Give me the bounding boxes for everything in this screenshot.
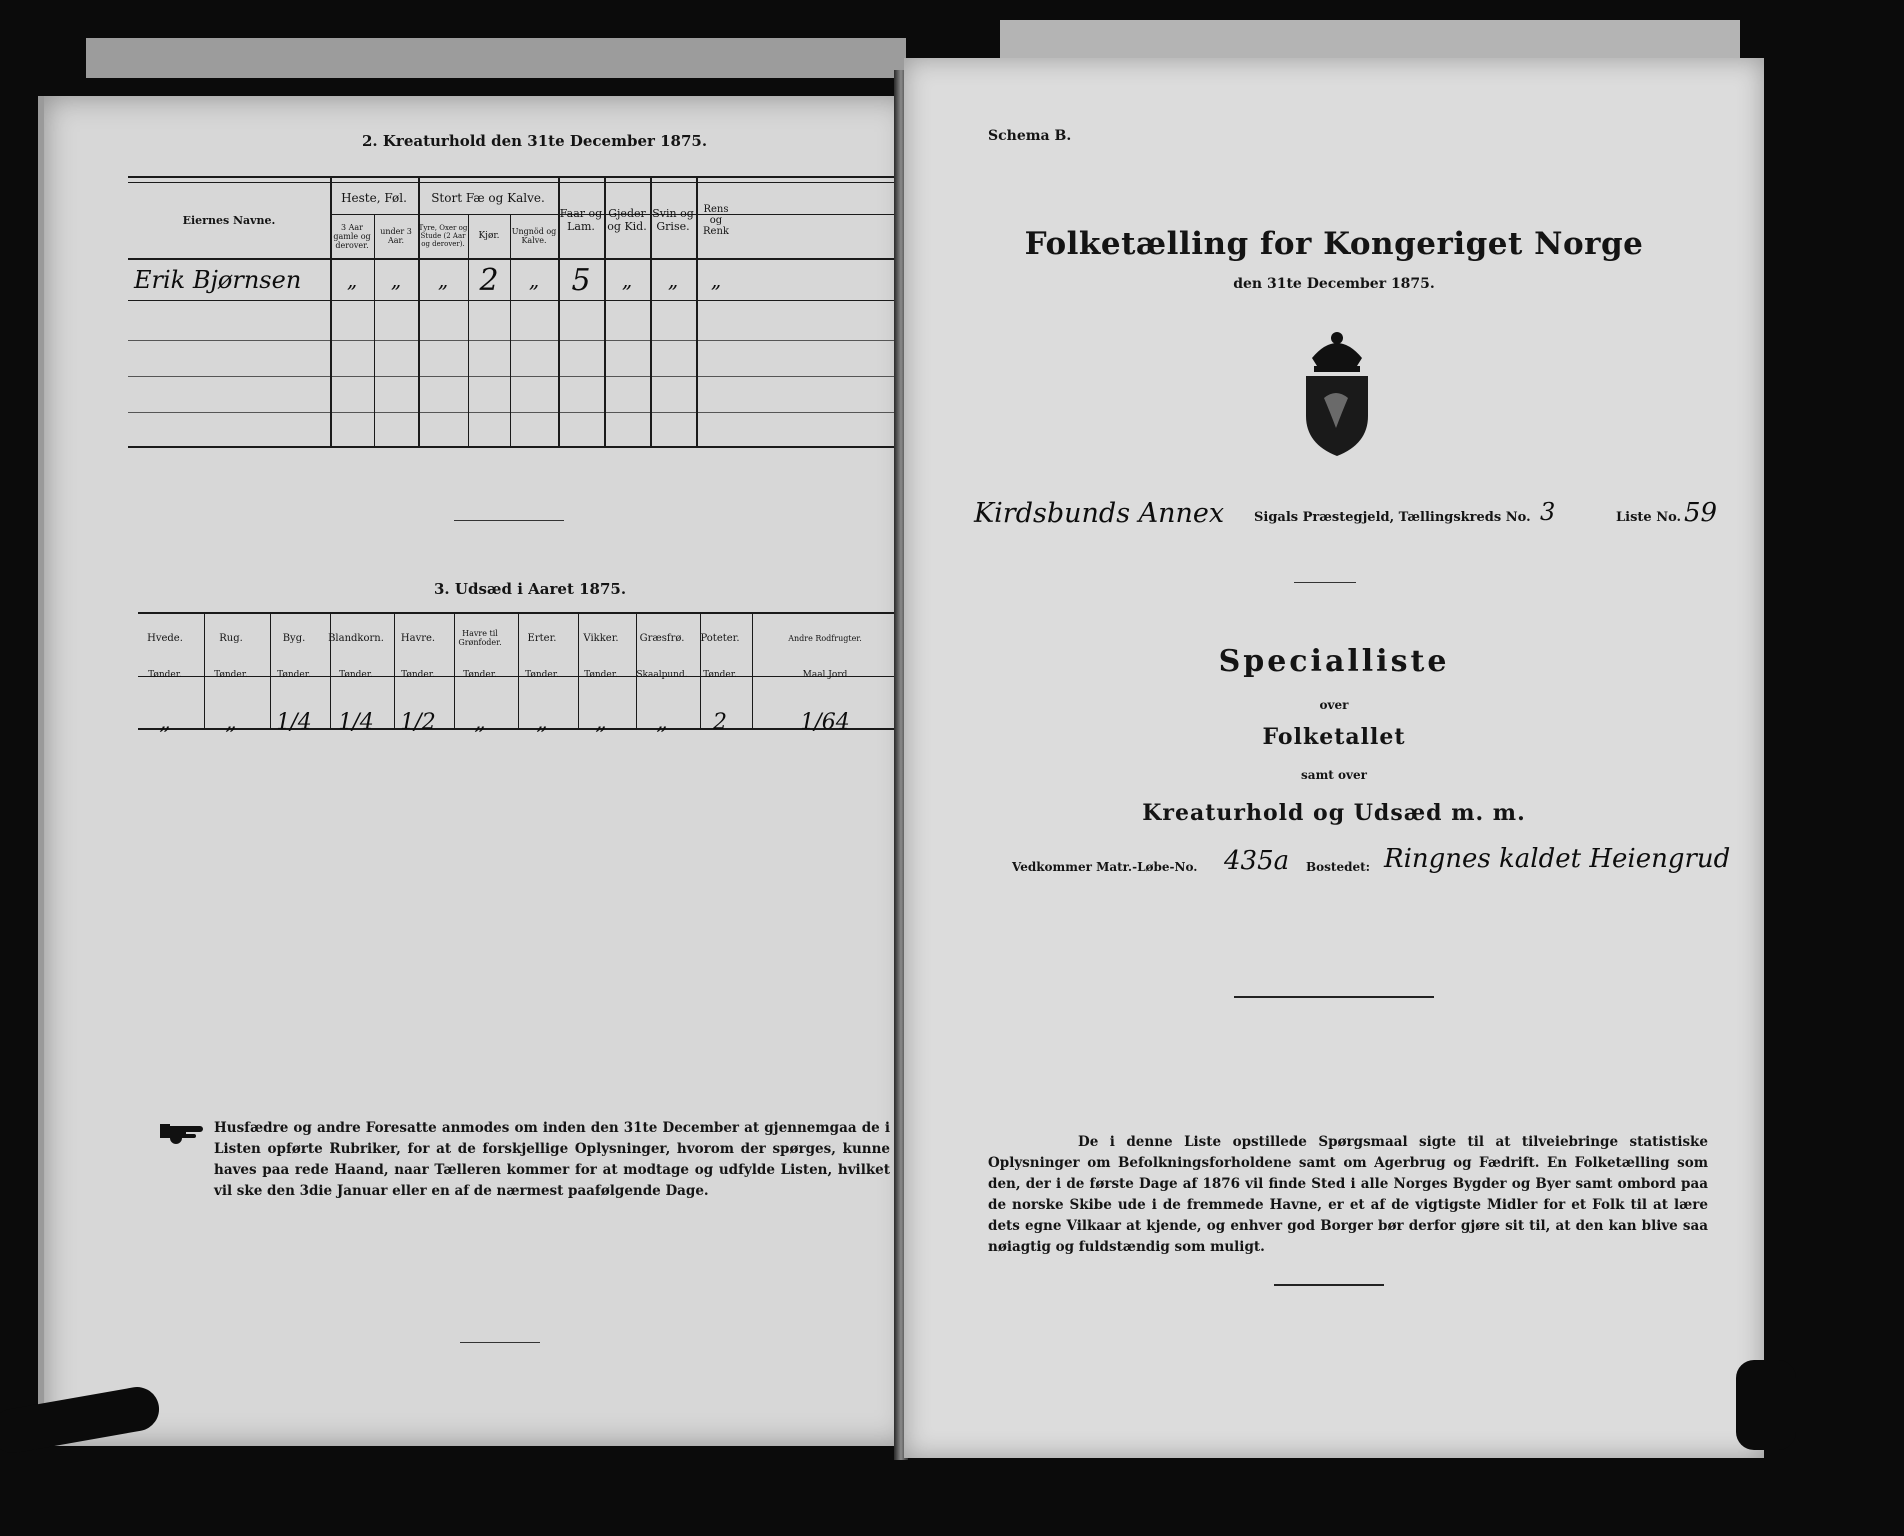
prestegjeld-label: Sigals Præstegjeld, Tællingskreds No.: [1254, 510, 1531, 525]
subheader-kjor: Kjør.: [478, 231, 500, 241]
matr-label: Vedkommer Matr.-Løbe-No.: [1012, 860, 1198, 874]
group-header-cattle: Stort Fæ og Kalve.: [431, 191, 545, 205]
sowing-value: 1/64: [800, 709, 850, 735]
livestock-value: 5: [571, 262, 591, 298]
place-handwriting: Kirdsbunds Annex: [974, 498, 1225, 529]
subheader-tyre: Tyre, Oxer og Stude (2 Aar og derover).: [418, 224, 468, 248]
group-header-goats: Gjeder og Kid.: [607, 207, 647, 233]
sowing-header: Blandkorn.: [328, 632, 384, 644]
sowing-unit: Tønder.: [584, 670, 618, 680]
sowing-unit: Tønder.: [277, 670, 311, 680]
liste-label: Liste No.: [1616, 510, 1682, 525]
sowing-value: 1/4: [276, 709, 312, 735]
sowing-value: „: [474, 709, 486, 735]
samt-over-text: samt over: [1301, 768, 1367, 782]
livestock-value: „: [390, 268, 402, 292]
bostedet-label: Bostedet:: [1306, 860, 1371, 874]
right-page: [904, 58, 1764, 1458]
group-header-reindeer: Rens og Renk: [703, 203, 729, 237]
bottom-rule-left: [460, 1342, 540, 1343]
sowing-header: Byg.: [282, 632, 306, 644]
section2-title: 2. Kreaturhold den 31te December 1875.: [362, 132, 708, 150]
sowing-value: „: [225, 709, 237, 735]
sowing-value: „: [656, 709, 668, 735]
livestock-value: „: [528, 268, 540, 292]
schema-label: Schema B.: [988, 128, 1072, 144]
sowing-unit: Tønder.: [339, 670, 373, 680]
sowing-header: Vikker.: [583, 632, 619, 644]
sowing-header: Græsfrø.: [639, 632, 685, 644]
livestock-value: 2: [479, 262, 499, 298]
coat-of-arms-icon: [1284, 328, 1390, 458]
sowing-value: „: [159, 709, 171, 735]
census-date: den 31te December 1875.: [1233, 276, 1435, 292]
bostedet-value: Ringnes kaldet Heiengrud: [1384, 844, 1731, 874]
livestock-value: „: [710, 268, 722, 292]
notice-text: Husfædre og andre Foresatte anmodes om inden den 31te December at gjennemgaa de i Listen opførte Rubriker, for at de forskjellige Oplysninger, hvorom der spørges, kunne haves paa rede Haand, naar Tælleren kommer for at modtage og udfylde Listen, hvilket vil ske den 3die Januar eller en af de nærmest paafølgende Dage.: [214, 1120, 890, 1199]
group-header-sheep: Faar og Lam.: [559, 207, 603, 233]
sowing-value: 2: [713, 709, 727, 735]
divider-rule: [1234, 996, 1434, 998]
sowing-header: Rug.: [219, 632, 243, 644]
livestock-value: „: [437, 268, 449, 292]
over-text: over: [1319, 698, 1349, 712]
matr-value: 435a: [1224, 846, 1290, 876]
sowing-unit: Tønder.: [463, 670, 497, 680]
sowing-unit: Tønder.: [703, 670, 737, 680]
sowing-value: 1/4: [338, 709, 374, 735]
sowing-header: Andre Rodfrugter.: [788, 633, 862, 643]
sowing-header: Havre.: [400, 632, 436, 644]
sowing-unit: Tønder.: [401, 670, 435, 680]
divider-rule: [454, 520, 564, 521]
subheader-3-aar: 3 Aar gamle og derover.: [333, 222, 371, 250]
sowing-unit: Maal Jord: [802, 670, 848, 680]
sowing-unit: Tønder.: [525, 670, 559, 680]
subheader-ungnod: Ungnöd og Kalve.: [511, 227, 557, 245]
bottom-rule-right: [1274, 1284, 1384, 1286]
group-header-horses: Heste, Føl.: [341, 191, 407, 205]
kreaturhold-heading: Kreaturhold og Udsæd m. m.: [1142, 800, 1526, 826]
livestock-value: „: [346, 268, 358, 292]
livestock-value: „: [621, 268, 633, 292]
divider-rule: [1294, 582, 1356, 583]
owner-name-header: Eiernes Navne.: [182, 213, 276, 227]
livestock-value: „: [667, 268, 679, 292]
sowing-header: Hvede.: [147, 632, 183, 644]
sowing-unit: Skaalpund.: [636, 670, 688, 680]
sowing-header: Poteter.: [700, 632, 740, 644]
section3-title: 3. Udsæd i Aaret 1875.: [434, 580, 627, 598]
sowing-unit: Tønder.: [214, 670, 248, 680]
group-header-pigs: Svin og Grise.: [652, 207, 694, 233]
background-sheet-left: [86, 38, 906, 78]
folketallet-heading: Folketallet: [1262, 724, 1406, 750]
owner-name-cell: Erik Bjørnsen: [134, 266, 302, 294]
sowing-header: Havre til Grønfoder.: [458, 629, 502, 647]
sowing-value: 1/2: [400, 709, 436, 735]
specialliste-heading: Specialliste: [1218, 644, 1450, 679]
clip-shape: [1736, 1360, 1796, 1450]
pointing-hand-icon: [158, 1118, 204, 1144]
intro-paragraph: De i denne Liste opstillede Spørgsmaal sigte til at tilveiebringe statistiske Oplysninger om Befolkningsforholdene samt om Agerbrug og Fædrift. En Folketælling som den, der i de første Dage af 1876 vil finde Sted i alle Norges Bygder og Byer samt ombord paa de norske Skibe ude i de fremmede Havne, er et af de vigtigste Midler for et Folk til at lære dets egne Vilkaar at kjende, og enhver god Borger bør derfor gjøre sit til, at den kan blive saa nøiagtig og fuldstændig som muligt.: [988, 1134, 1708, 1255]
sowing-header: Erter.: [527, 632, 557, 644]
sowing-unit: Tønder.: [148, 670, 182, 680]
liste-number: 59: [1684, 498, 1718, 528]
census-title: Folketælling for Kongeriget Norge: [1024, 226, 1644, 262]
subheader-under-3-aar: under 3 Aar.: [380, 227, 412, 245]
sowing-value: „: [536, 709, 548, 735]
left-page: [38, 96, 910, 1446]
tellingskreds-number: 3: [1540, 498, 1556, 526]
sowing-value: „: [595, 709, 607, 735]
